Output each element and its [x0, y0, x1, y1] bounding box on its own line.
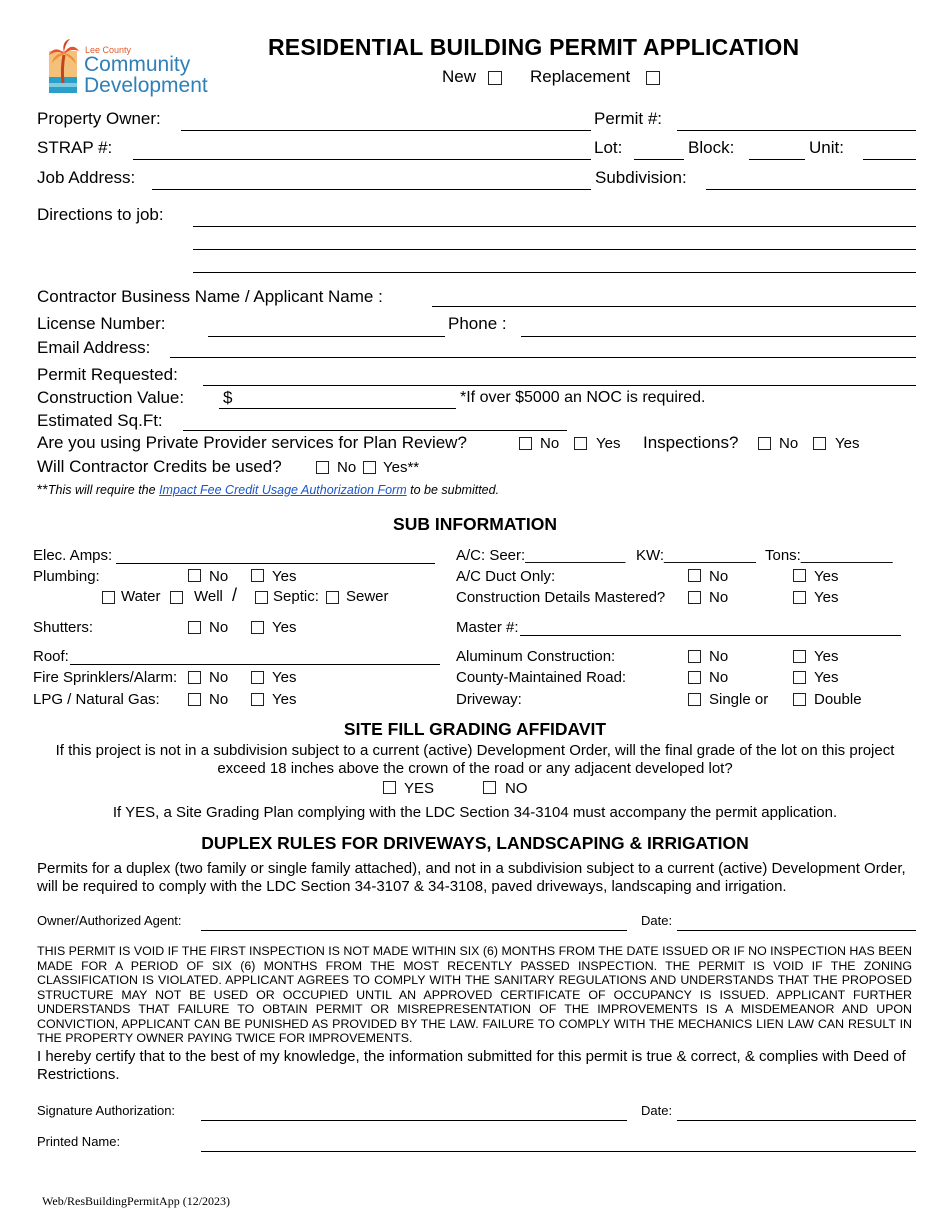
lot-field[interactable]: [634, 159, 684, 160]
credits-no-label: No: [337, 459, 357, 476]
signature-label: Signature Authorization:: [37, 1103, 176, 1118]
fire-no-checkbox[interactable]: [188, 671, 201, 684]
duplex-heading: DUPLEX RULES FOR DRIVEWAYS, LANDSCAPING & IRRIGATION: [201, 833, 749, 853]
phone-field[interactable]: [521, 336, 916, 337]
subdivision-label: Subdivision:: [595, 168, 687, 187]
impact-fee-form-link[interactable]: Impact Fee Credit Usage Authorization Form: [159, 483, 407, 497]
owner-date-field[interactable]: [677, 930, 916, 931]
driveway-double-label: Double: [814, 691, 862, 708]
license-field[interactable]: [208, 336, 445, 337]
dollar-sign: $: [223, 388, 233, 407]
job-address-label: Job Address:: [37, 168, 136, 187]
subdivision-field[interactable]: [706, 189, 916, 190]
page-title: RESIDENTIAL BUILDING PERMIT APPLICATION: [268, 34, 800, 60]
sewer-label: Sewer: [346, 588, 389, 605]
printed-name-label: Printed Name:: [37, 1134, 121, 1149]
credits-label: Will Contractor Credits be used?: [37, 457, 282, 476]
signature-date-field[interactable]: [677, 1120, 916, 1121]
credit-note: [37, 481, 499, 499]
driveway-double-checkbox[interactable]: [793, 693, 806, 706]
master-label: Master #:: [456, 619, 519, 636]
credits-no-checkbox[interactable]: [316, 461, 329, 474]
strap-field[interactable]: [133, 159, 591, 160]
credit-note-stars: **: [37, 481, 48, 497]
inspections-no-label: No: [779, 435, 799, 452]
footer-form-id: Web/ResBuildingPermitApp (12/2023): [42, 1194, 231, 1208]
property-owner-field[interactable]: [181, 130, 591, 131]
directions-label: Directions to job:: [37, 205, 164, 224]
site-fill-no-label: NO: [505, 780, 528, 797]
elec-amps-label: Elec. Amps:: [33, 547, 113, 564]
email-field[interactable]: [170, 357, 916, 358]
plumbing-label: Plumbing:: [33, 568, 100, 585]
new-label: New: [442, 67, 477, 86]
palm-tree-icon: [47, 37, 81, 97]
roof-label: Roof:: [33, 648, 69, 665]
site-fill-no-checkbox[interactable]: [483, 781, 496, 794]
ac-duct-no-checkbox[interactable]: [688, 569, 701, 582]
inspections-yes-checkbox[interactable]: [813, 437, 826, 450]
block-field[interactable]: [749, 159, 805, 160]
plumbing-yes-label: Yes: [272, 568, 297, 585]
shutters-yes-label: Yes: [272, 619, 297, 636]
credits-yes-checkbox[interactable]: [363, 461, 376, 474]
owner-date-label: Date:: [641, 913, 673, 928]
septic-checkbox[interactable]: [255, 591, 268, 604]
strap-label: STRAP #:: [37, 138, 113, 157]
logo-county: Lee County: [85, 45, 132, 55]
legal-text: THIS PERMIT IS VOID IF THE FIRST INSPECTION IS NOT MADE WITHIN SIX (6) MONTHS FROM THE DATE ISSUED OR IF NO INSPECTION HAS BEEN MADE FOR A PERIOD OF SIX (6) MONTHS FROM THE MOST RECENTLY PASSED INSPECTION. THE PERMIT IS VOID IF THE ZONING CLASSIFICATION IS VIOLATED. APPLICANT AGREES TO COMPLY WITH THE SANITARY REGULATIONS AND UNDERSTANDS THAT THE PROPOSED STRUCTURE MAY NOT BE USED OR OCCUPIED UNTIL AN APPROVED CERTIFICATE OF OCCUPANCY IS ISSUED. APPLICANT FURTHER UNDERSTANDS THAT FAILURE TO OBTAIN PERMIT OR MISREPRESENTATION OF THE IMPROVEMENTS IS A MISDEMEANOR AND UPON CONVICTION, APPLICANT CAN BE PUNISHED AS PROVIDED BY THE LAW. FAILURE TO COMPLY WITH THE MECHANICS LIEN LAW CAN RESULT IN THE PROPERTY OWNER PAYING TWICE FOR IMPROVEMENTS.: [37, 944, 913, 1045]
well-checkbox[interactable]: [170, 591, 183, 604]
county-road-label: County-Maintained Road:: [456, 669, 627, 686]
sewer-checkbox[interactable]: [326, 591, 339, 604]
permit-requested-field[interactable]: [203, 385, 916, 386]
unit-label: Unit:: [809, 138, 844, 157]
site-fill-question-1: If this project is not in a subdivision subject to a current (active) Development Order, will the final grade of the lot on this project: [55, 742, 895, 759]
site-fill-heading: SITE FILL GRADING AFFIDAVIT: [343, 719, 607, 739]
directions-field-3[interactable]: [193, 272, 916, 273]
private-provider-yes-label: Yes: [596, 435, 621, 452]
driveway-single-label: Single or: [709, 691, 769, 708]
master-field[interactable]: [520, 635, 901, 636]
inspections-yes-label: Yes: [835, 435, 860, 452]
credits-yes-label: Yes**: [383, 459, 420, 476]
aluminum-yes-label: Yes: [814, 648, 839, 665]
directions-field-1[interactable]: [193, 226, 916, 227]
signature-field[interactable]: [201, 1120, 627, 1121]
lpg-no-checkbox[interactable]: [188, 693, 201, 706]
inspections-no-checkbox[interactable]: [758, 437, 771, 450]
county-road-yes-checkbox[interactable]: [793, 671, 806, 684]
lpg-no-label: No: [209, 691, 229, 708]
contractor-label: Contractor Business Name / Applicant Name :: [37, 287, 383, 306]
county-road-yes-label: Yes: [814, 669, 839, 686]
lpg-yes-label: Yes: [272, 691, 297, 708]
water-checkbox[interactable]: [102, 591, 115, 604]
fire-yes-checkbox[interactable]: [251, 671, 264, 684]
lot-label: Lot:: [594, 138, 623, 157]
plumbing-yes-checkbox[interactable]: [251, 569, 264, 582]
plumbing-no-label: No: [209, 568, 229, 585]
permit-no-label: Permit #:: [594, 109, 663, 128]
ac-seer-label: A/C: Seer:____________: [456, 547, 626, 564]
site-fill-yes-checkbox[interactable]: [383, 781, 396, 794]
water-label: Water: [121, 588, 161, 605]
construction-details-no-checkbox[interactable]: [688, 591, 701, 604]
construction-details-no-label: No: [709, 589, 729, 606]
construction-value-field[interactable]: [219, 408, 456, 409]
job-address-field[interactable]: [152, 189, 591, 190]
noc-note: *If over $5000 an NOC is required.: [460, 389, 706, 406]
replacement-checkbox[interactable]: [646, 71, 660, 85]
block-label: Block:: [688, 138, 735, 157]
logo: [47, 37, 217, 99]
construction-value-label: Construction Value:: [37, 388, 185, 407]
county-road-no-checkbox[interactable]: [688, 671, 701, 684]
logo-line1: Community: [84, 53, 191, 76]
directions-field-2[interactable]: [193, 249, 916, 250]
owner-agent-field[interactable]: [201, 930, 627, 931]
license-label: License Number:: [37, 314, 166, 333]
shutters-no-label: No: [209, 619, 229, 636]
permit-requested-label: Permit Requested:: [37, 365, 178, 384]
aluminum-label: Aluminum Construction:: [456, 648, 616, 665]
replacement-label: Replacement: [530, 67, 631, 86]
tons-label: Tons:___________: [765, 547, 893, 564]
credit-note-b: to be submitted.: [406, 483, 500, 497]
fire-no-label: No: [209, 669, 229, 686]
water-slash: /: [232, 585, 238, 605]
aluminum-no-label: No: [709, 648, 729, 665]
driveway-single-checkbox[interactable]: [688, 693, 701, 706]
roof-field[interactable]: [70, 664, 440, 665]
signature-date-label: Date:: [641, 1103, 673, 1118]
site-fill-question-2: exceed 18 inches above the crown of the road or any adjacent developed lot?: [217, 760, 733, 777]
aluminum-yes-checkbox[interactable]: [793, 650, 806, 663]
certify-text: I hereby certify that to the best of my knowledge, the information submitted for this permit is true & correct, & complies with Deed of Restrictions.: [37, 1048, 906, 1083]
fire-yes-label: Yes: [272, 669, 297, 686]
lpg-label: LPG / Natural Gas:: [33, 691, 160, 708]
ac-duct-yes-checkbox[interactable]: [793, 569, 806, 582]
property-owner-label: Property Owner:: [37, 109, 161, 128]
credit-note-a: This will require the: [47, 483, 160, 497]
permit-no-field[interactable]: [677, 130, 916, 131]
site-fill-yes-label: YES: [404, 780, 435, 797]
owner-agent-label: Owner/Authorized Agent:: [37, 913, 182, 928]
shutters-label: Shutters:: [33, 619, 94, 636]
construction-details-yes-label: Yes: [814, 589, 839, 606]
shutters-yes-checkbox[interactable]: [251, 621, 264, 634]
site-fill-if-yes: If YES, a Site Grading Plan complying with the LDC Section 34-3104 must accompany the permit application.: [112, 804, 838, 821]
ac-duct-label: A/C Duct Only:: [456, 568, 556, 585]
ac-duct-no-label: No: [709, 568, 729, 585]
unit-field[interactable]: [863, 159, 916, 160]
email-label: Email Address:: [37, 338, 151, 357]
aluminum-no-checkbox[interactable]: [688, 650, 701, 663]
ac-duct-yes-label: Yes: [814, 568, 839, 585]
private-provider-no-checkbox[interactable]: [519, 437, 532, 450]
county-road-no-label: No: [709, 669, 729, 686]
lpg-yes-checkbox[interactable]: [251, 693, 264, 706]
sqft-field[interactable]: [183, 430, 567, 431]
sub-info-heading: SUB INFORMATION: [393, 514, 557, 534]
construction-details-label: Construction Details Mastered?: [456, 589, 666, 606]
contractor-field[interactable]: [432, 306, 916, 307]
private-provider-label: Are you using Private Provider services for Plan Review?: [37, 433, 467, 452]
elec-amps-field[interactable]: [116, 563, 435, 564]
kw-label: KW:___________: [636, 547, 756, 564]
private-provider-yes-checkbox[interactable]: [574, 437, 587, 450]
inspections-label: Inspections?: [643, 433, 739, 452]
septic-label: Septic:: [273, 588, 319, 605]
driveway-label: Driveway:: [456, 691, 522, 708]
sqft-label: Estimated Sq.Ft:: [37, 411, 163, 430]
private-provider-no-label: No: [540, 435, 560, 452]
shutters-no-checkbox[interactable]: [188, 621, 201, 634]
new-checkbox[interactable]: [488, 71, 502, 85]
duplex-text: Permits for a duplex (two family or single family attached), and not in a subdivision subject to a current (active) Development Order, will be required to comply with the LDC Section 34-3107 & 34-3108, paved driveways, landscaping and irrigation.: [37, 860, 906, 895]
construction-details-yes-checkbox[interactable]: [793, 591, 806, 604]
plumbing-no-checkbox[interactable]: [188, 569, 201, 582]
logo-line2: Development: [84, 74, 208, 97]
well-label: Well: [194, 588, 223, 605]
fire-label: Fire Sprinklers/Alarm:: [33, 669, 178, 686]
printed-name-field[interactable]: [201, 1151, 916, 1152]
phone-label: Phone :: [448, 314, 507, 333]
